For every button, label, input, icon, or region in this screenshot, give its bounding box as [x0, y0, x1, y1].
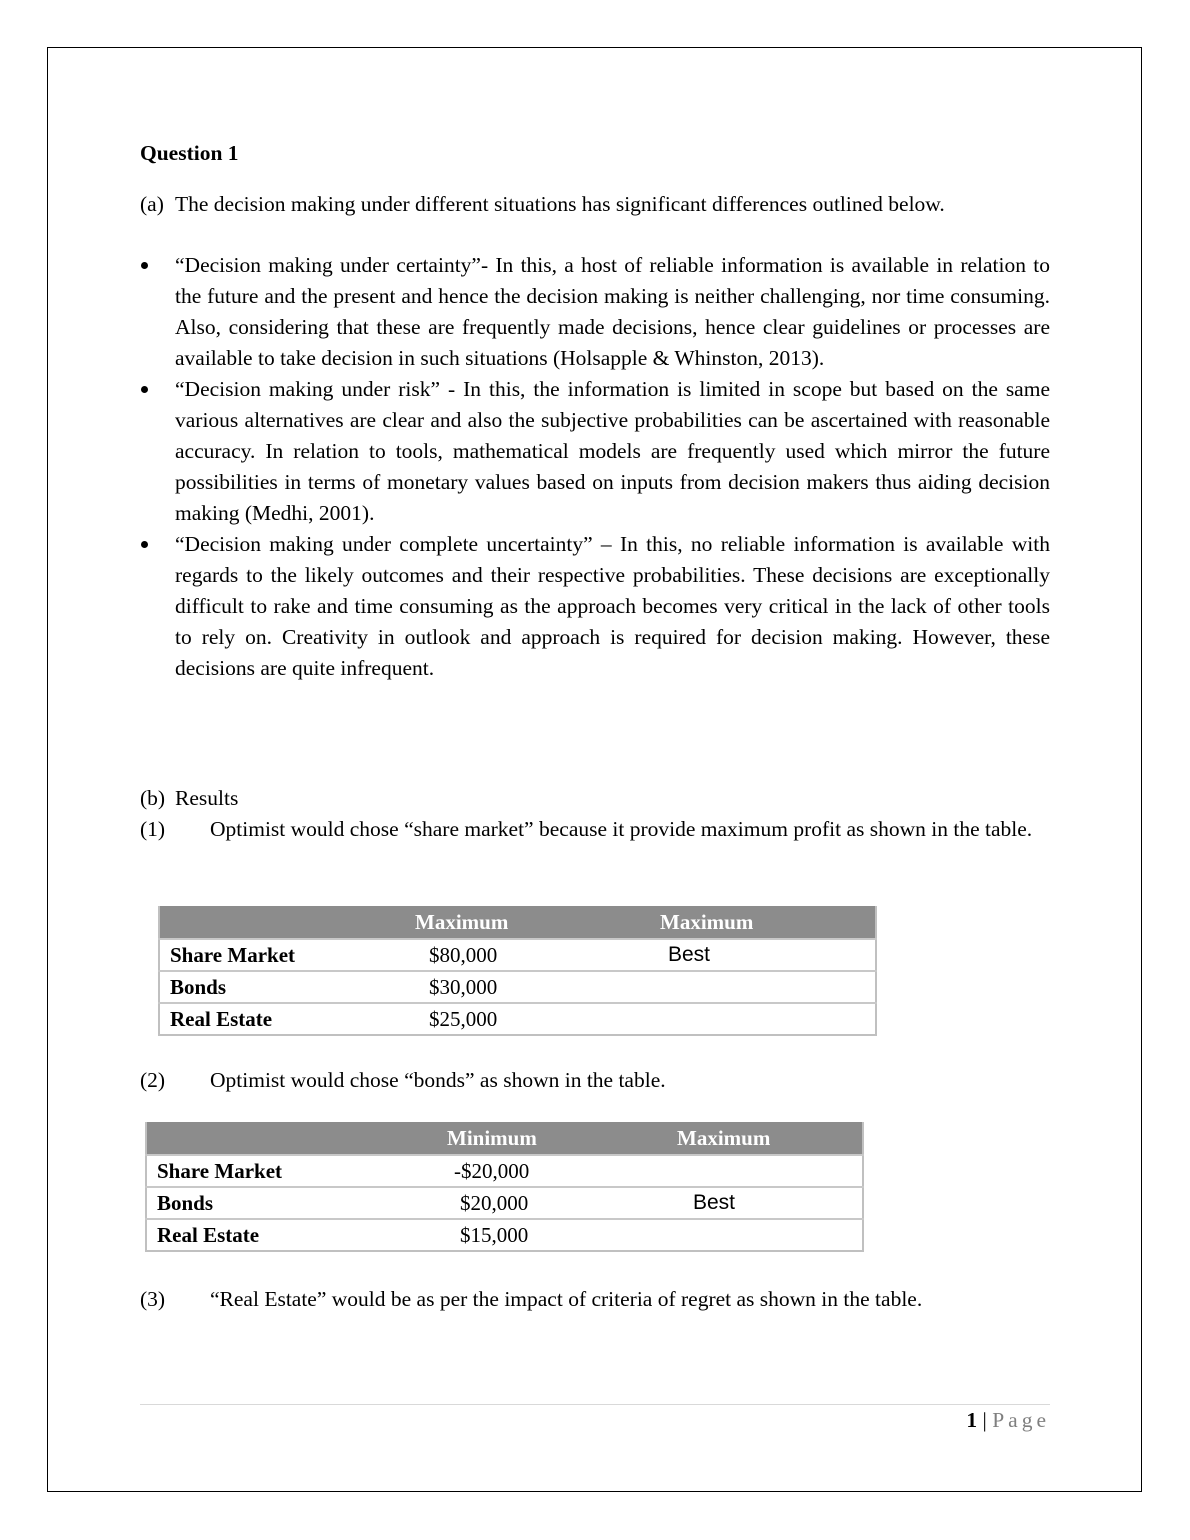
row-value: $30,000 [405, 971, 660, 1003]
row-note [660, 1003, 876, 1035]
results-table-2 [145, 1122, 864, 1252]
row-name: Bonds [159, 971, 405, 1003]
row-note [660, 971, 876, 1003]
table-row [146, 1155, 863, 1187]
row-note [677, 1219, 863, 1251]
question-heading: Question 1 [140, 141, 239, 165]
row-value: $20,000 [412, 1187, 677, 1219]
bullet-text: “Decision making under complete uncertainty” – In this, no reliable information is available with regards to the likely outcomes and their respective probabilities. These decisions are exceptionally difficult to rake and time consuming as the approach becomes very critical in the lack of other tools to rely on. Creativity in outlook and approach is required for decision making. However, these decisions are quite infrequent. [175, 532, 1050, 680]
list-item [140, 529, 1050, 684]
table-header: Maximum [677, 1122, 863, 1155]
table-row [159, 1003, 876, 1035]
row-note: Best [660, 939, 876, 971]
part-b-text: Results [175, 786, 239, 810]
table-header [146, 1122, 412, 1155]
row-name: Real Estate [159, 1003, 405, 1035]
table-row [159, 939, 876, 971]
item-number: (3) [140, 1287, 166, 1311]
table-row [159, 971, 876, 1003]
bullet-text: “Decision making under certainty”- In this, a host of reliable information is available in relation to the future and the present and hence the decision making is neither challenging, nor time consuming. Also, considering that these are frequently made decisions, hence clear guidelines or processes are available to take decision in such situations (Holsapple & Whinston, 2013). [175, 253, 1050, 370]
row-name: Share Market [159, 939, 405, 971]
table-row [146, 1219, 863, 1251]
list-item [140, 374, 1050, 529]
row-value: $25,000 [405, 1003, 660, 1035]
row-note [677, 1155, 863, 1187]
item-3 [140, 1284, 1050, 1315]
part-b-label: (b) [140, 786, 166, 810]
row-value: $80,000 [405, 939, 660, 971]
part-a-text: The decision making under different situations has significant differences outlined below. [175, 192, 945, 216]
table-row [146, 1187, 863, 1219]
item-text: Optimist would chose “share market” because it provide maximum profit as shown in the table. [210, 817, 1033, 841]
row-value: -$20,000 [412, 1155, 677, 1187]
footer-separator: | [982, 1408, 987, 1432]
list-item [140, 1065, 1050, 1096]
list-item [140, 1284, 1050, 1315]
table-header: Minimum [412, 1122, 677, 1155]
item-number: (1) [140, 817, 166, 841]
part-a-label: (a) [140, 192, 164, 216]
item-text: “Real Estate” would be as per the impact of criteria of regret as shown in the table. [210, 1287, 923, 1311]
table-header: Maximum [405, 906, 660, 939]
results-table-1 [158, 906, 877, 1036]
row-name: Share Market [146, 1155, 412, 1187]
row-value: $15,000 [412, 1219, 677, 1251]
part-b [140, 783, 1050, 845]
bullet-text: “Decision making under risk” - In this, the information is limited in scope but based on the same various alternatives are clear and also the subjective probabilities can be ascertained with reasonable accuracy. In relation to tools, mathematical models are frequently used which mirror the future possibilities in terms of monetary values based on inputs from decision makers thus aiding decision making (Medhi, 2001). [175, 377, 1050, 525]
list-item [140, 250, 1050, 374]
row-name: Real Estate [146, 1219, 412, 1251]
bullet-list [140, 250, 1050, 684]
table-header: Maximum [660, 906, 876, 939]
table-header [159, 906, 405, 939]
item-2 [140, 1065, 1050, 1096]
row-note: Best [677, 1187, 863, 1219]
list-item [140, 814, 1050, 845]
row-name: Bonds [146, 1187, 412, 1219]
footer-divider [140, 1404, 1050, 1405]
page-number: 1 [966, 1408, 978, 1432]
part-a [140, 189, 1050, 220]
page-label: Page [992, 1408, 1050, 1432]
item-text: Optimist would chose “bonds” as shown in the table. [210, 1068, 666, 1092]
item-number: (2) [140, 1068, 166, 1092]
page-footer [966, 1408, 1050, 1433]
